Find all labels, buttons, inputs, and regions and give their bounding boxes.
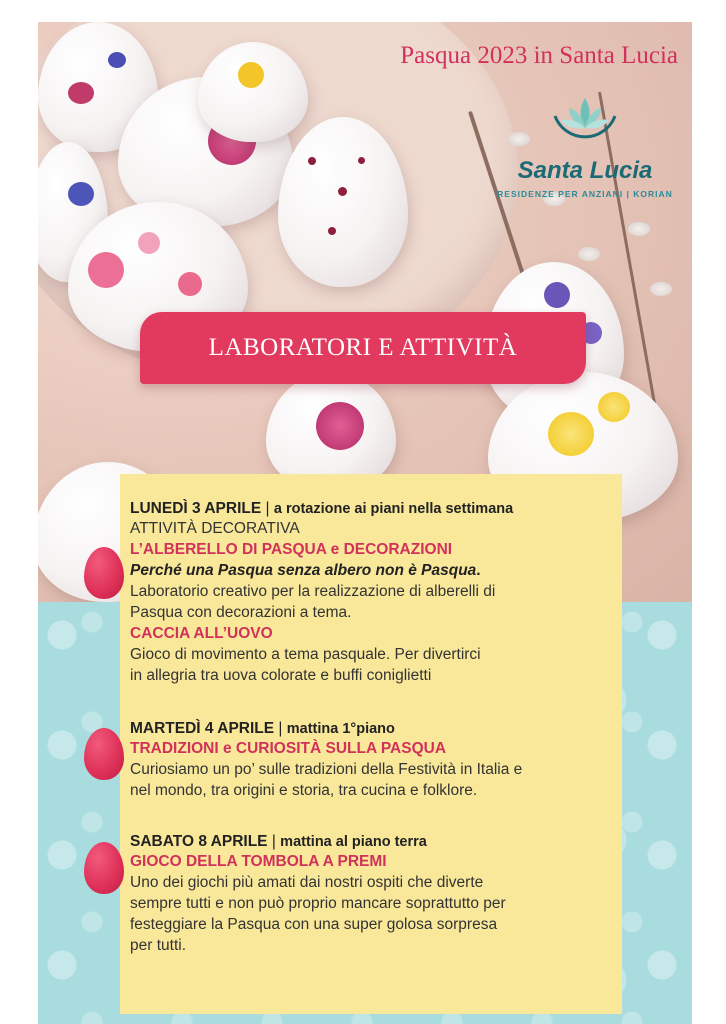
pink-egg-bullet-icon [84,842,124,894]
willow-bud [650,282,672,296]
lotus-logo-icon [545,88,625,150]
event-day: LUNEDÌ 3 APRILE [130,500,262,517]
activity-title: CACCIA ALL’UOVO [130,625,273,642]
activity-description: Pasqua con decorazioni a tema. [130,604,352,621]
event-heading: LUNEDÌ 3 APRILE | a rotazione ai piani nella settimana [130,500,514,517]
willow-bud [628,222,650,236]
willow-bud [578,247,600,261]
pink-egg-bullet-icon [84,547,124,599]
logo [490,88,680,199]
activity-title: GIOCO DELLA TOMBOLA A PREMI [130,853,387,870]
event-day: MARTEDÌ 4 APRILE [130,720,275,737]
activity-description: festeggiare la Pasqua con una super golosa sorpresa [130,916,498,933]
activity-description: sempre tutti e non può proprio mancare soprattutto per [130,895,506,912]
event-heading: MARTEDÌ 4 APRILE | mattina 1°piano [130,720,395,737]
banner-label: LABORATORI E ATTIVITÀ [208,334,518,361]
event-note: mattina al piano terra [280,834,427,850]
activity-description: Gioco di movimento a tema pasquale. Per divertirci [130,646,481,663]
event-tuesday [130,720,610,801]
section-banner [140,312,586,384]
activity-description: Laboratorio creativo per la realizzazione di alberelli di [130,583,496,600]
event-category: ATTIVITÀ DECORATIVA [130,520,300,537]
activity-description: nel mondo, tra origini e storia, tra cucina e folklore. [130,782,478,799]
event-heading: SABATO 8 APRILE | mattina al piano terra [130,833,427,850]
activity-description: Curiosiamo un po’ sulle tradizioni della Festività in Italia e [130,761,523,778]
activity-description: Uno dei giochi più amati dai nostri ospiti che diverte [130,874,484,891]
logo-subtitle: RESIDENZE PER ANZIANI | KORIAN [497,189,673,199]
page-title: Pasqua 2023 in Santa Lucia [400,42,678,69]
event-day: SABATO 8 APRILE [130,833,268,850]
activity-tagline: Perché una Pasqua senza albero non è Pasqua. [130,562,481,579]
pink-egg-bullet-icon [84,728,124,780]
activity-description: in allegria tra uova colorate e buffi coniglietti [130,667,432,684]
logo-name: Santa Lucia [517,157,653,184]
activity-title: TRADIZIONI e CURIOSITÀ SULLA PASQUA [130,740,447,757]
activity-title: L’ALBERELLO DI PASQUA e DECORAZIONI [130,541,453,558]
event-monday [130,500,610,686]
event-note: a rotazione ai piani nella settimana [273,501,514,517]
event-note: mattina 1°piano [286,721,395,737]
event-saturday [130,833,610,956]
activity-description: per tutti. [130,937,186,954]
